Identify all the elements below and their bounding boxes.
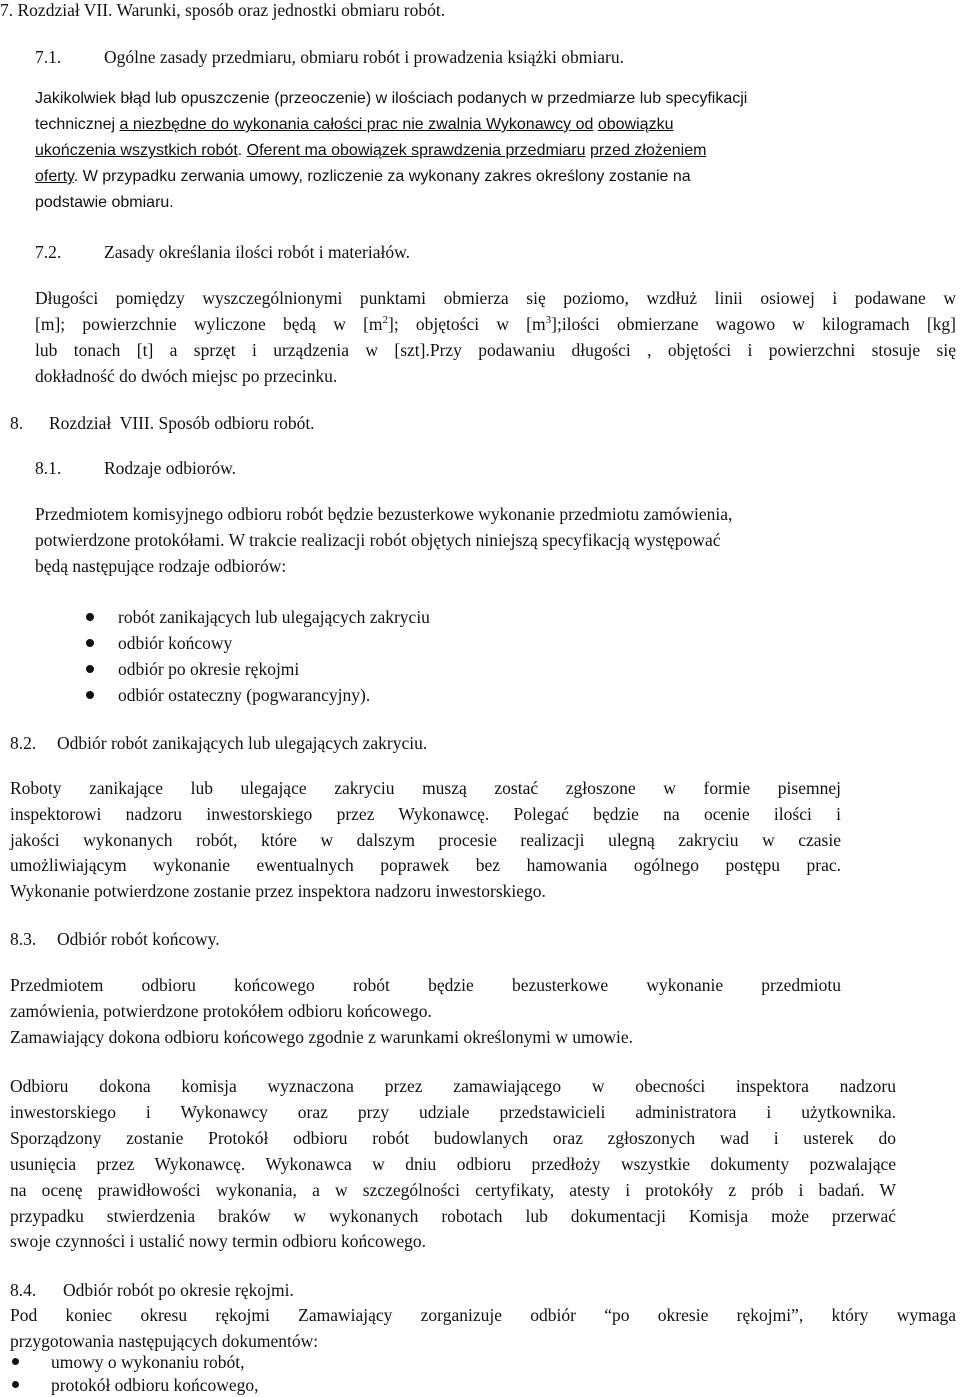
p2-l2-sup-2: 3 bbox=[545, 314, 552, 327]
list2-item-1: umowy o wykonaniu robót, bbox=[51, 1352, 245, 1372]
p1-l3-text: . bbox=[237, 142, 247, 159]
section-8-title: Rozdział VIII. Sposób odbioru robót. bbox=[49, 413, 315, 433]
p2-l2-sup-1: 2 bbox=[382, 314, 389, 327]
p7-line-2: przygotowania następujących dokumentów: bbox=[10, 1331, 319, 1351]
p1-l3-underlined-2: Oferent ma obowiązek sprawdzenia przedmiaru bbox=[246, 142, 586, 159]
bullet-icon bbox=[12, 1358, 19, 1365]
p3-line-1: Przedmiotem komisyjnego odbioru robót będzie bezusterkowe wykonanie przedmiotu zamówienia, bbox=[35, 504, 733, 524]
list1-item-1: robót zanikających lub ulegających zakryciu bbox=[118, 607, 430, 627]
p2-line-1: Długości pomiędzy wyszczególnionymi punktami obmierza się poziomo, wzdłuż linii osiowej i podawane w bbox=[35, 288, 956, 308]
p6-line-1: Odbioru dokona komisja wyznaczona przez zamawiającego w obecności inspektora nadzoru bbox=[10, 1076, 896, 1096]
p4-line-4: umożliwiającym wykonanie ewentualnych poprawek bez hamowania ogólnego postępu prac. bbox=[10, 855, 841, 875]
list2-item-2: protokół odbioru końcowego, bbox=[51, 1375, 259, 1395]
section-7-1-number: 7.1. bbox=[35, 47, 62, 67]
p2-l2-c: ];ilości obmierzane wagowo w kilogramach [kg] bbox=[551, 314, 956, 334]
section-8-4-title: Odbiór robót po okresie rękojmi. bbox=[63, 1280, 294, 1300]
p1-line-2 bbox=[35, 113, 673, 137]
p2-line-2 bbox=[35, 312, 956, 336]
section-8-3-number: 8.3. bbox=[10, 929, 37, 949]
p1-line-3 bbox=[35, 139, 706, 163]
p1-line-1: Jakikolwiek błąd lub opuszczenie (przeoczenie) w ilościach podanych w przedmiarze lub specyfikacji bbox=[35, 90, 748, 107]
list1-item-3: odbiór po okresie rękojmi bbox=[118, 659, 300, 679]
p2-line-4: dokładność do dwóch miejsc po przecinku. bbox=[35, 366, 338, 386]
p1-l3-underlined: ukończenia wszystkich robót bbox=[35, 142, 238, 159]
bullet-icon bbox=[86, 691, 94, 699]
section-7-2-title: Zasady określania ilości robót i materiałów. bbox=[104, 242, 410, 262]
p7-line-1: Pod koniec okresu rękojmi Zamawiający zorganizuje odbiór “po okresie rękojmi”, który wymaga bbox=[10, 1305, 956, 1325]
section-8-1-title: Rodzaje odbiorów. bbox=[104, 458, 237, 478]
p6-line-3: Sporządzony zostanie Protokół odbioru robót budowlanych oraz zgłoszonych wad i usterek do bbox=[10, 1128, 896, 1148]
p1-l3-underlined-3: przed złożeniem bbox=[589, 142, 707, 159]
section-7-1-title: Ogólne zasady przedmiaru, obmiaru robót i prowadzenia książki obmiaru. bbox=[104, 47, 624, 67]
section-8-2-number: 8.2. bbox=[10, 733, 37, 753]
p2-line-3: lub tonach [t] a sprzęt i urządzenia w [szt].Przy podawaniu długości , objętości i powierzchni stosuje się bbox=[35, 340, 956, 360]
p4-line-2: inspektorowi nadzoru inwestorskiego przez Wykonawcę. Polegać będzie na ocenie ilości i bbox=[10, 804, 841, 824]
section-7-heading: 7. Rozdział VII. Warunki, sposób oraz jednostki obmiaru robót. bbox=[0, 0, 446, 20]
p1-line-4 bbox=[35, 165, 691, 189]
section-8-number: 8. bbox=[10, 413, 24, 433]
p6-line-4: usunięcia przez Wykonawcę. Wykonawca w dniu odbioru przedłoży wszystkie dokumenty pozwalające bbox=[10, 1154, 896, 1174]
bullet-icon bbox=[86, 665, 94, 673]
p6-line-5: na ocenę prawidłowości wykonania, a w szczególności certyfikaty, atesty i protokóły z prób i badań. W bbox=[10, 1180, 896, 1200]
p1-l2-underlined: a niezbędne do wykonania całości prac nie zwalnia Wykonawcy od bbox=[119, 116, 594, 133]
p2-l2-b: ]; objętości w [m bbox=[388, 314, 546, 334]
p2-l2-a: [m]; powierzchnie wyliczone będą w [m bbox=[35, 314, 383, 334]
p6-line-7: swoje czynności i ustalić nowy termin odbioru końcowego. bbox=[10, 1231, 427, 1251]
p1-line-5: podstawie obmiaru. bbox=[35, 194, 174, 211]
section-8-3-title: Odbiór robót końcowy. bbox=[57, 929, 220, 949]
section-8-1-number: 8.1. bbox=[35, 458, 62, 478]
bullet-icon bbox=[86, 639, 94, 647]
bullet-icon bbox=[12, 1381, 19, 1388]
p4-line-1: Roboty zanikające lub ulegające zakryciu muszą zostać zgłoszone w formie pisemnej bbox=[10, 778, 841, 798]
section-8-2-title: Odbiór robót zanikających lub ulegających zakryciu. bbox=[57, 733, 428, 753]
section-8-4-number: 8.4. bbox=[10, 1280, 37, 1300]
p4-line-5: Wykonanie potwierdzone zostanie przez inspektora nadzoru inwestorskiego. bbox=[10, 881, 546, 901]
p3-line-2: potwierdzone protokółami. W trakcie realizacji robót objętych niniejszą specyfikacją występować bbox=[35, 530, 721, 550]
p3-line-3: będą następujące rodzaje odbiorów: bbox=[35, 556, 287, 576]
p1-l2-underlined-2: obowiązku bbox=[597, 116, 674, 133]
p5-line-1: Przedmiotem odbioru końcowego robót będzie bezusterkowe wykonanie przedmiotu bbox=[10, 975, 841, 995]
bullet-icon bbox=[86, 613, 94, 621]
list1-item-4: odbiór ostateczny (pogwarancyjny). bbox=[118, 685, 371, 705]
list1-item-2: odbiór końcowy bbox=[118, 633, 233, 653]
p1-l4-underlined: oferty bbox=[35, 168, 74, 185]
section-7-2-number: 7.2. bbox=[35, 242, 62, 262]
p6-line-2: inwestorskiego i Wykonawcy oraz przy udziale przedstawicieli administratora i użytkownika. bbox=[10, 1102, 896, 1122]
p4-line-3: jakości wykonanych robót, które w dalszym procesie realizacji ulegną zakryciu w czasie bbox=[10, 830, 841, 850]
p5-line-3: Zamawiający dokona odbioru końcowego zgodnie z warunkami określonymi w umowie. bbox=[10, 1027, 634, 1047]
p1-l2-text: technicznej bbox=[35, 116, 120, 133]
p5-line-2: zamówienia, potwierdzone protokółem odbioru końcowego. bbox=[10, 1001, 432, 1021]
p1-l4-text: . W przypadku zerwania umowy, rozliczenie za wykonany zakres określony zostanie na bbox=[73, 168, 691, 185]
p6-line-6: przypadku stwierdzenia braków w wykonanych robotach lub dokumentacji Komisja może przerwać bbox=[10, 1206, 896, 1226]
